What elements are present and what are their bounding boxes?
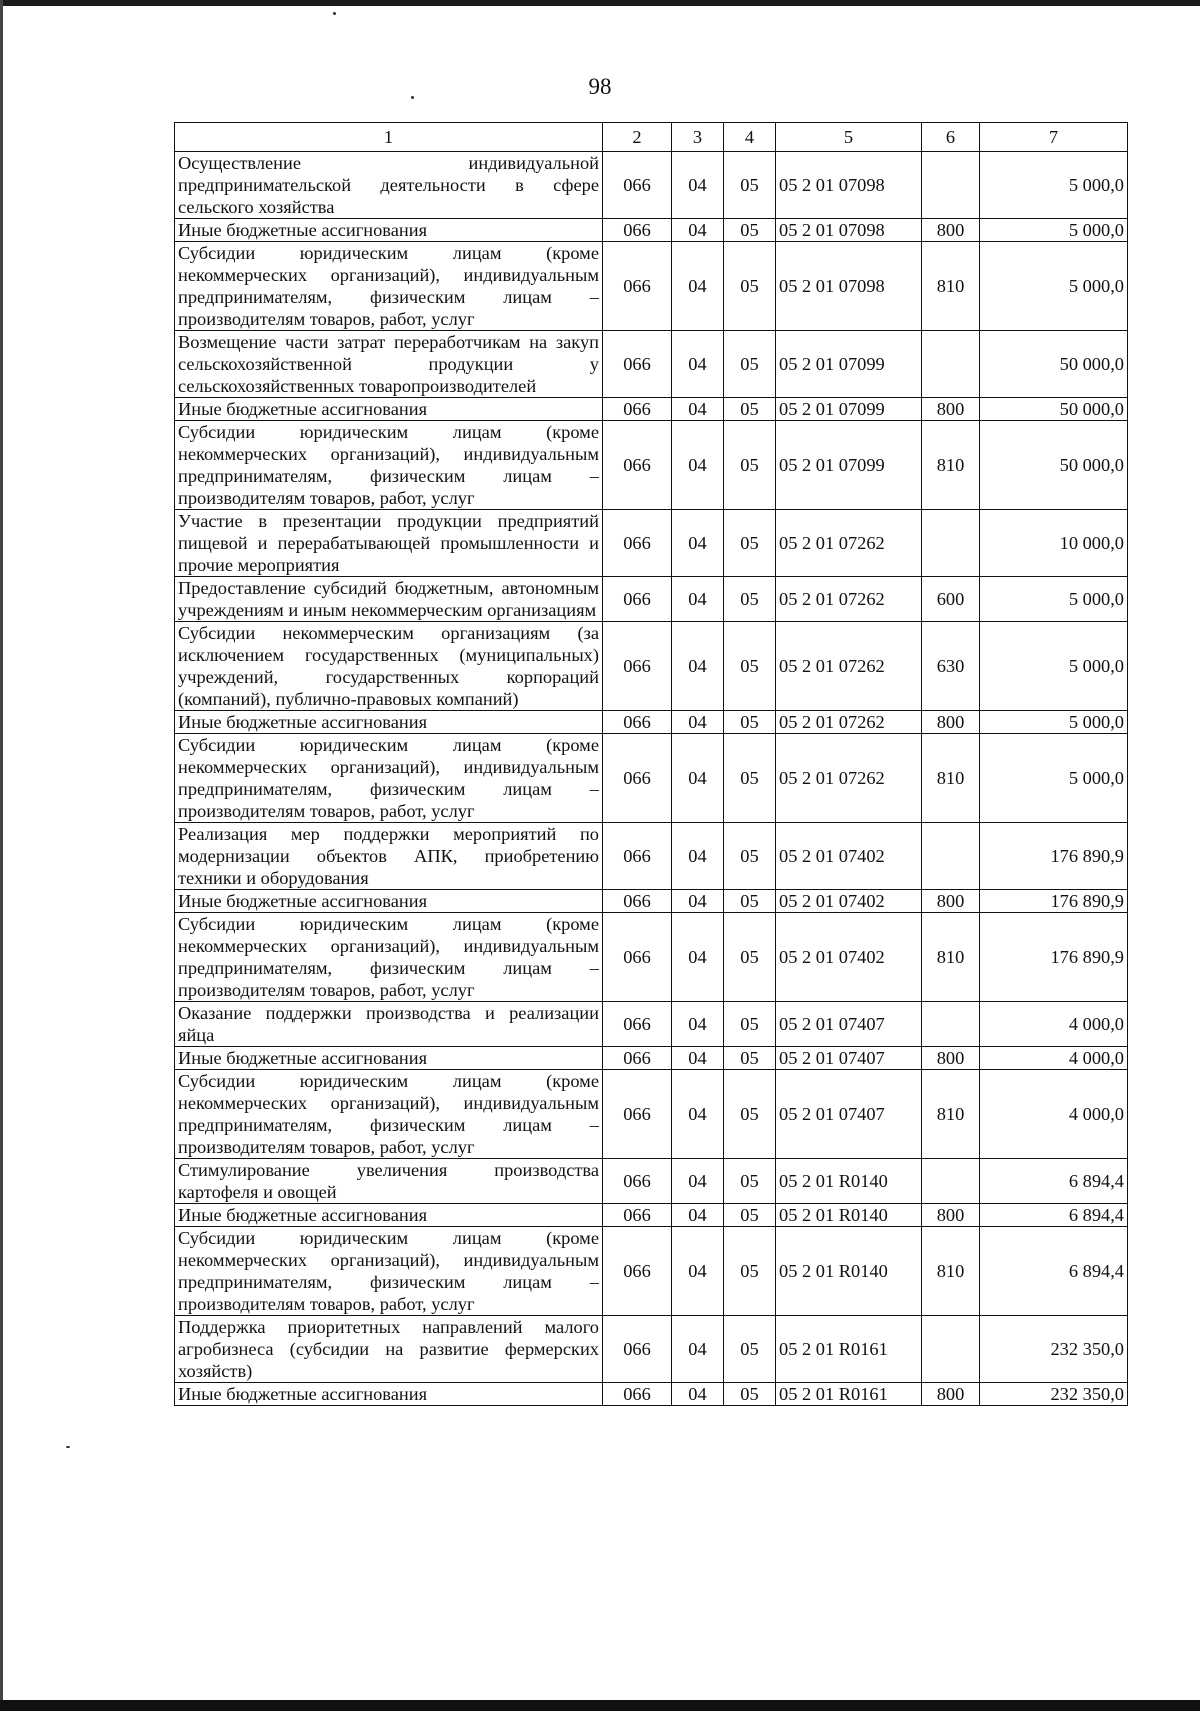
row-description: Предоставление субсидий бюджетным, автономным учреждениям и иным некоммерческим организациям (175, 577, 603, 622)
section-code-cell: 04 (672, 622, 724, 711)
expense-type-cell: 800 (922, 1383, 980, 1406)
admin-code-cell: 066 (603, 1204, 672, 1227)
target-article-cell: 05 2 01 R0161 (776, 1316, 922, 1383)
section-code-cell: 04 (672, 1070, 724, 1159)
section-code-cell: 04 (672, 1383, 724, 1406)
subsection-code-cell: 05 (724, 219, 776, 242)
section-code-cell: 04 (672, 823, 724, 890)
admin-code-cell: 066 (603, 577, 672, 622)
expense-type-cell (922, 823, 980, 890)
target-article-cell: 05 2 01 07099 (776, 331, 922, 398)
subsection-code-cell: 05 (724, 823, 776, 890)
target-article-cell: 05 2 01 07402 (776, 890, 922, 913)
subsection-code-cell: 05 (724, 890, 776, 913)
target-article-cell: 05 2 01 R0140 (776, 1227, 922, 1316)
table-row (175, 1002, 1128, 1047)
section-code-cell: 04 (672, 1002, 724, 1047)
amount-cell: 4 000,0 (980, 1002, 1128, 1047)
target-article-cell: 05 2 01 07098 (776, 242, 922, 331)
subsection-code-cell: 05 (724, 152, 776, 219)
subsection-code-cell: 05 (724, 1316, 776, 1383)
subsection-code-cell: 05 (724, 398, 776, 421)
target-article-cell: 05 2 01 R0140 (776, 1204, 922, 1227)
section-code-cell: 04 (672, 711, 724, 734)
page-number: 98 (588, 74, 612, 99)
section-code-cell: 04 (672, 242, 724, 331)
column-header: 1 (175, 123, 603, 152)
amount-cell: 4 000,0 (980, 1047, 1128, 1070)
target-article-cell: 05 2 01 07262 (776, 622, 922, 711)
table-row (175, 398, 1128, 421)
budget-table (174, 122, 1128, 1406)
section-code-cell: 04 (672, 331, 724, 398)
admin-code-cell: 066 (603, 890, 672, 913)
target-article-cell: 05 2 01 07407 (776, 1047, 922, 1070)
table-row (175, 1204, 1128, 1227)
expense-type-cell (922, 331, 980, 398)
table-row (175, 1047, 1128, 1070)
table-row (175, 711, 1128, 734)
expense-type-cell: 630 (922, 622, 980, 711)
admin-code-cell: 066 (603, 510, 672, 577)
admin-code-cell: 066 (603, 398, 672, 421)
target-article-cell: 05 2 01 07402 (776, 823, 922, 890)
expense-type-cell (922, 152, 980, 219)
amount-cell: 176 890,9 (980, 823, 1128, 890)
subsection-code-cell: 05 (724, 331, 776, 398)
row-description: Иные бюджетные ассигнования (175, 1047, 603, 1070)
expense-type-cell: 800 (922, 1047, 980, 1070)
expense-type-cell: 810 (922, 242, 980, 331)
admin-code-cell: 066 (603, 622, 672, 711)
subsection-code-cell: 05 (724, 242, 776, 331)
subsection-code-cell: 05 (724, 1159, 776, 1204)
row-description: Осуществление индивидуальной предпринимательской деятельности в сфере сельского хозяйства (175, 152, 603, 219)
subsection-code-cell: 05 (724, 1047, 776, 1070)
subsection-code-cell: 05 (724, 1204, 776, 1227)
admin-code-cell: 066 (603, 734, 672, 823)
amount-cell: 5 000,0 (980, 152, 1128, 219)
subsection-code-cell: 05 (724, 1002, 776, 1047)
row-description: Иные бюджетные ассигнования (175, 890, 603, 913)
row-description: Субсидии юридическим лицам (кроме некоммерческих организаций), индивидуальным предпринимателям, физическим лицам – производителям товаров, работ, услуг (175, 1227, 603, 1316)
table-row (175, 1159, 1128, 1204)
target-article-cell: 05 2 01 07262 (776, 711, 922, 734)
target-article-cell: 05 2 01 07402 (776, 913, 922, 1002)
expense-type-cell (922, 1159, 980, 1204)
table-row (175, 622, 1128, 711)
row-description: Субсидии некоммерческим организациям (за исключением государственных (муниципальных) учреждений, государственных корпораций (компаний), публично-правовых компаний) (175, 622, 603, 711)
column-header: 3 (672, 123, 724, 152)
target-article-cell: 05 2 01 07407 (776, 1070, 922, 1159)
scan-top-edge (0, 0, 1200, 6)
row-description: Поддержка приоритетных направлений малого агробизнеса (субсидии на развитие фермерских хозяйств) (175, 1316, 603, 1383)
subsection-code-cell: 05 (724, 1227, 776, 1316)
expense-type-cell (922, 510, 980, 577)
subsection-code-cell: 05 (724, 510, 776, 577)
subsection-code-cell: 05 (724, 1070, 776, 1159)
amount-cell: 50 000,0 (980, 331, 1128, 398)
admin-code-cell: 066 (603, 1383, 672, 1406)
scan-left-edge (0, 0, 3, 1711)
amount-cell: 5 000,0 (980, 622, 1128, 711)
subsection-code-cell: 05 (724, 1383, 776, 1406)
admin-code-cell: 066 (603, 1047, 672, 1070)
section-code-cell: 04 (672, 510, 724, 577)
admin-code-cell: 066 (603, 1002, 672, 1047)
column-number-header-row (175, 123, 1128, 152)
table-row (175, 913, 1128, 1002)
expense-type-cell: 810 (922, 1070, 980, 1159)
admin-code-cell: 066 (603, 913, 672, 1002)
expense-type-cell: 800 (922, 1204, 980, 1227)
section-code-cell: 04 (672, 734, 724, 823)
amount-cell: 176 890,9 (980, 913, 1128, 1002)
row-description: Иные бюджетные ассигнования (175, 219, 603, 242)
table-row (175, 890, 1128, 913)
row-description: Субсидии юридическим лицам (кроме некоммерческих организаций), индивидуальным предпринимателям, физическим лицам – производителям товаров, работ, услуг (175, 1070, 603, 1159)
section-code-cell: 04 (672, 1047, 724, 1070)
amount-cell: 5 000,0 (980, 734, 1128, 823)
amount-cell: 10 000,0 (980, 510, 1128, 577)
section-code-cell: 04 (672, 890, 724, 913)
row-description: Иные бюджетные ассигнования (175, 398, 603, 421)
amount-cell: 5 000,0 (980, 577, 1128, 622)
table-row (175, 421, 1128, 510)
section-code-cell: 04 (672, 1204, 724, 1227)
table-body (175, 152, 1128, 1406)
row-description: Реализация мер поддержки мероприятий по модернизации объектов АПК, приобретению техники и оборудования (175, 823, 603, 890)
column-header: 4 (724, 123, 776, 152)
scan-speck (66, 1446, 70, 1448)
expense-type-cell: 800 (922, 398, 980, 421)
amount-cell: 5 000,0 (980, 242, 1128, 331)
section-code-cell: 04 (672, 913, 724, 1002)
amount-cell: 6 894,4 (980, 1227, 1128, 1316)
row-description: Иные бюджетные ассигнования (175, 711, 603, 734)
table-row (175, 219, 1128, 242)
section-code-cell: 04 (672, 398, 724, 421)
target-article-cell: 05 2 01 07262 (776, 577, 922, 622)
table-row (175, 734, 1128, 823)
scan-bottom-edge (0, 1700, 1200, 1711)
admin-code-cell: 066 (603, 421, 672, 510)
expense-type-cell (922, 1002, 980, 1047)
table-row (175, 1316, 1128, 1383)
expense-type-cell: 800 (922, 219, 980, 242)
target-article-cell: 05 2 01 07098 (776, 152, 922, 219)
table-row (175, 242, 1128, 331)
section-code-cell: 04 (672, 1159, 724, 1204)
amount-cell: 5 000,0 (980, 711, 1128, 734)
section-code-cell: 04 (672, 219, 724, 242)
table-row (175, 823, 1128, 890)
target-article-cell: 05 2 01 R0140 (776, 1159, 922, 1204)
admin-code-cell: 066 (603, 823, 672, 890)
row-description: Участие в презентации продукции предприятий пищевой и перерабатывающей промышленности и прочие мероприятия (175, 510, 603, 577)
row-description: Субсидии юридическим лицам (кроме некоммерческих организаций), индивидуальным предпринимателям, физическим лицам – производителям товаров, работ, услуг (175, 421, 603, 510)
subsection-code-cell: 05 (724, 622, 776, 711)
row-description: Оказание поддержки производства и реализации яйца (175, 1002, 603, 1047)
subsection-code-cell: 05 (724, 421, 776, 510)
expense-type-cell (922, 1316, 980, 1383)
amount-cell: 50 000,0 (980, 421, 1128, 510)
admin-code-cell: 066 (603, 1159, 672, 1204)
amount-cell: 6 894,4 (980, 1159, 1128, 1204)
target-article-cell: 05 2 01 07262 (776, 510, 922, 577)
target-article-cell: 05 2 01 R0161 (776, 1383, 922, 1406)
target-article-cell: 05 2 01 07099 (776, 398, 922, 421)
section-code-cell: 04 (672, 421, 724, 510)
section-code-cell: 04 (672, 1316, 724, 1383)
table-row (175, 152, 1128, 219)
row-description: Субсидии юридическим лицам (кроме некоммерческих организаций), индивидуальным предпринимателям, физическим лицам – производителям товаров, работ, услуг (175, 913, 603, 1002)
section-code-cell: 04 (672, 152, 724, 219)
subsection-code-cell: 05 (724, 734, 776, 823)
amount-cell: 5 000,0 (980, 219, 1128, 242)
row-description: Стимулирование увеличения производства картофеля и овощей (175, 1159, 603, 1204)
section-code-cell: 04 (672, 1227, 724, 1316)
target-article-cell: 05 2 01 07098 (776, 219, 922, 242)
column-header: 7 (980, 123, 1128, 152)
expense-type-cell: 800 (922, 890, 980, 913)
admin-code-cell: 066 (603, 1070, 672, 1159)
table-row (175, 1227, 1128, 1316)
scan-speck (333, 12, 336, 15)
row-description: Субсидии юридическим лицам (кроме некоммерческих организаций), индивидуальным предпринимателям, физическим лицам – производителям товаров, работ, услуг (175, 242, 603, 331)
column-header: 6 (922, 123, 980, 152)
target-article-cell: 05 2 01 07262 (776, 734, 922, 823)
table-row (175, 331, 1128, 398)
expense-type-cell: 600 (922, 577, 980, 622)
admin-code-cell: 066 (603, 331, 672, 398)
amount-cell: 50 000,0 (980, 398, 1128, 421)
amount-cell: 4 000,0 (980, 1070, 1128, 1159)
target-article-cell: 05 2 01 07099 (776, 421, 922, 510)
expense-type-cell: 810 (922, 1227, 980, 1316)
table-row (175, 577, 1128, 622)
admin-code-cell: 066 (603, 219, 672, 242)
admin-code-cell: 066 (603, 1316, 672, 1383)
amount-cell: 176 890,9 (980, 890, 1128, 913)
section-code-cell: 04 (672, 577, 724, 622)
subsection-code-cell: 05 (724, 711, 776, 734)
subsection-code-cell: 05 (724, 913, 776, 1002)
amount-cell: 232 350,0 (980, 1316, 1128, 1383)
column-header: 5 (776, 123, 922, 152)
expense-type-cell: 800 (922, 711, 980, 734)
admin-code-cell: 066 (603, 152, 672, 219)
admin-code-cell: 066 (603, 711, 672, 734)
row-description: Иные бюджетные ассигнования (175, 1204, 603, 1227)
table-row (175, 1383, 1128, 1406)
target-article-cell: 05 2 01 07407 (776, 1002, 922, 1047)
admin-code-cell: 066 (603, 1227, 672, 1316)
row-description: Возмещение части затрат переработчикам на закуп сельскохозяйственной продукции у сельскохозяйственных товаропроизводителей (175, 331, 603, 398)
admin-code-cell: 066 (603, 242, 672, 331)
expense-type-cell: 810 (922, 734, 980, 823)
row-description: Субсидии юридическим лицам (кроме некоммерческих организаций), индивидуальным предпринимателям, физическим лицам – производителям товаров, работ, услуг (175, 734, 603, 823)
amount-cell: 232 350,0 (980, 1383, 1128, 1406)
table-row (175, 1070, 1128, 1159)
row-description: Иные бюджетные ассигнования (175, 1383, 603, 1406)
expense-type-cell: 810 (922, 421, 980, 510)
table-row (175, 510, 1128, 577)
amount-cell: 6 894,4 (980, 1204, 1128, 1227)
column-header: 2 (603, 123, 672, 152)
subsection-code-cell: 05 (724, 577, 776, 622)
expense-type-cell: 810 (922, 913, 980, 1002)
